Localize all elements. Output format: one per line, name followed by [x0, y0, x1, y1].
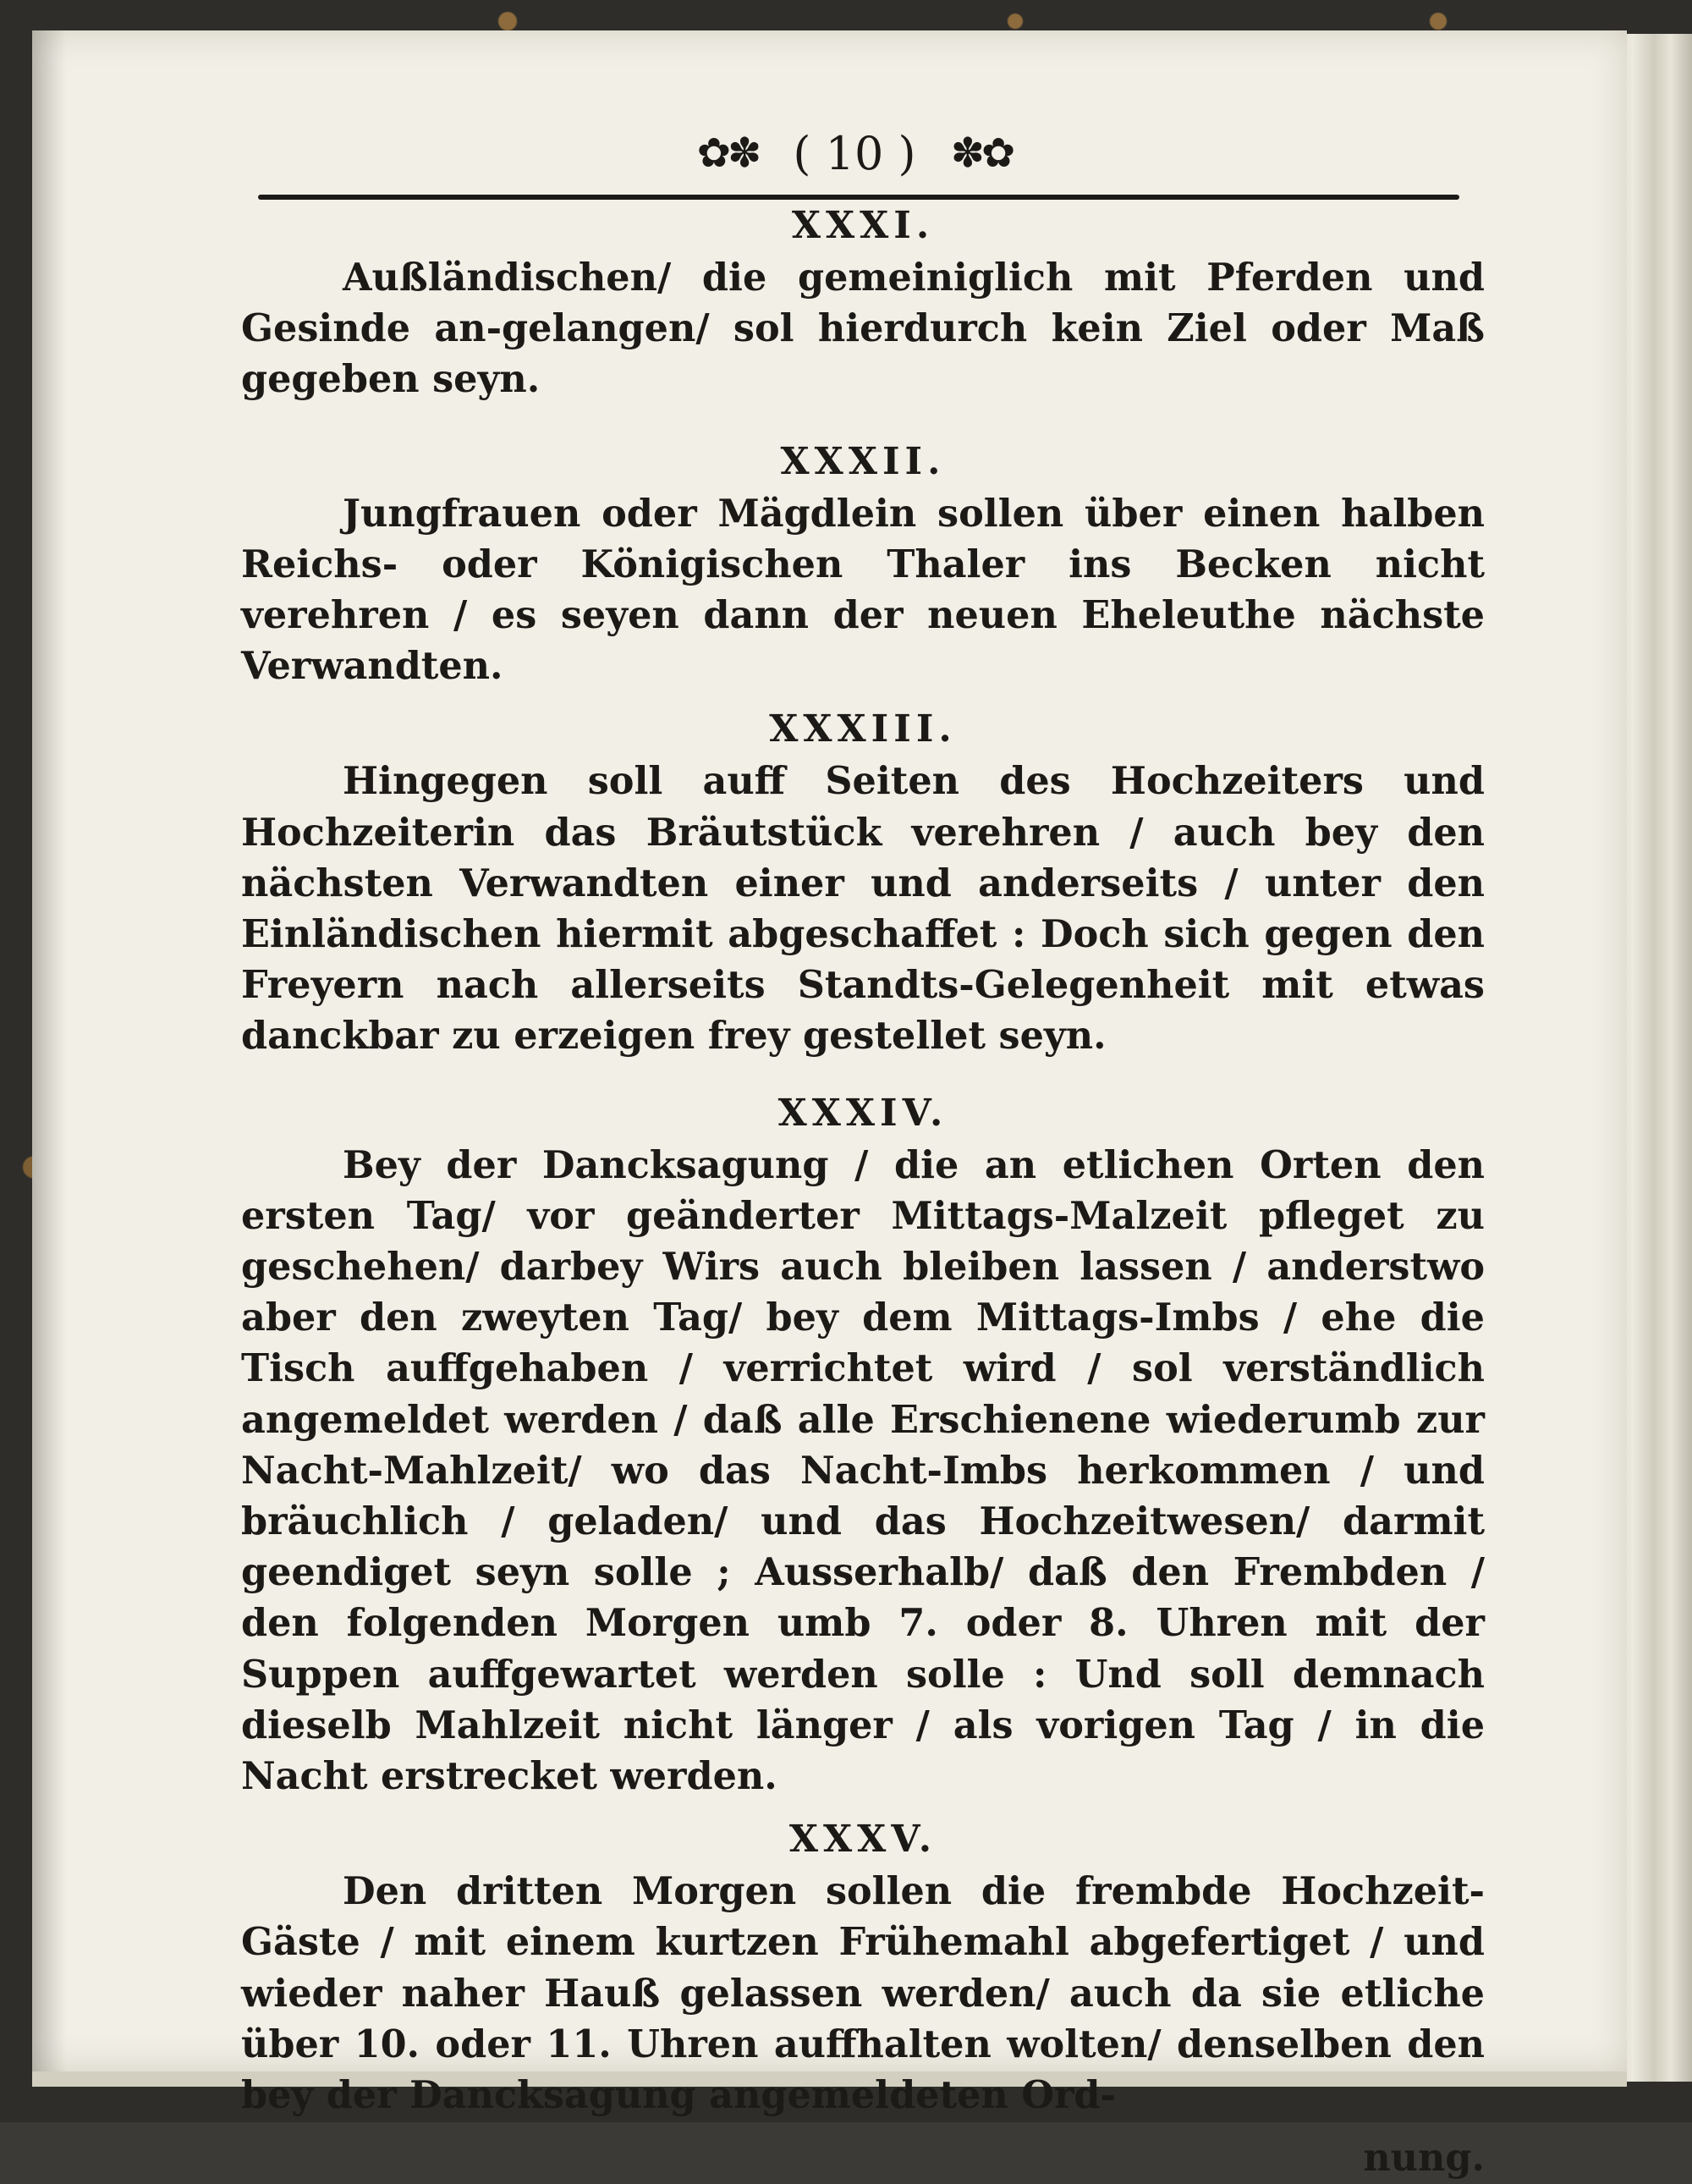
- text-block: [241, 200, 1485, 2184]
- running-head: [245, 123, 1464, 180]
- section-31: [241, 200, 1485, 405]
- section-number: XXXV.: [788, 1818, 937, 1862]
- section-number: XXXII.: [780, 439, 946, 483]
- section-33: [241, 703, 1485, 1061]
- section-text: Bey der Dancksagung / die an etlichen Orten den ersten Tag/ vor geänderter Mittags-Malzeit pfleget zu geschehen/ darbey Wirs auch bleiben lassen / anderstwo aber den zweyten Tag/ bey dem Mittags-Imbs / ehe die Tisch auffgehaben / verrichtet wird / sol verständlich angemeldet werden / daß alle Erschienene wiederumb zur Nacht-Mahlzeit/ wo das Nacht-Imbs herkommen / und bräuchlich / geladen/ und das Hochzeitwesen/ darmit geendiget seyn solle ; Ausserhalb/ daß den Frembden / den folgenden Morgen umb 7. oder 8. Uhren mit der Suppen auffgewartet werden solle : Und soll demnach dieselb Mahlzeit nicht länger / als vorigen Tag / in die Nacht erstrecket werden.: [241, 1142, 1485, 1799]
- section-number: XXXI.: [791, 204, 935, 247]
- page-number: ( 10 ): [793, 126, 916, 180]
- section-text: Hingegen soll auff Seiten des Hochzeiters und Hochzeiterin das Bräutstück verehren / auch bey den nächsten Verwandten einer und anderseits / unter den Einländischen hiermit abgeschaffet : Doch sich gegen den Freyern nach allerseits Standts-Gelegenheit mit etwas danckbar zu erzeigen frey gestellet seyn.: [241, 759, 1485, 1059]
- section-35: [241, 1813, 1485, 2121]
- section-34: [241, 1087, 1485, 1802]
- catchword: nung.: [1363, 2136, 1485, 2181]
- section-number: XXXIII.: [769, 707, 957, 751]
- section-number: XXXIV.: [777, 1091, 948, 1135]
- section-32: [241, 436, 1485, 692]
- section-text: Außländischen/ die gemeiniglich mit Pferden und Gesinde an-gelangen/ sol hierdurch kein Ziel oder Maß gegeben seyn.: [241, 256, 1485, 402]
- gutter-shadow: [32, 30, 66, 2071]
- ornament-left-icon: ✿✽: [696, 129, 759, 177]
- section-text: Den dritten Morgen sollen die frembde Hochzeit-Gäste / mit einem kurtzen Frühemahl abgefertiget / und wieder naher Hauß gelassen werden/ auch da sie etliche über 10. oder 11. Uhren auffhalten wolten/ denselben den bey der Dancksagung angemeldeten Ord-: [241, 1869, 1485, 2118]
- section-text: Jungfrauen oder Mägdlein sollen über einen halben Reichs- oder Königischen Thaler ins Becken nicht verehren / es seyen dann der neuen Eheleuthe nächste Verwandten.: [241, 491, 1485, 689]
- ornament-right-icon: ✽✿: [950, 129, 1013, 177]
